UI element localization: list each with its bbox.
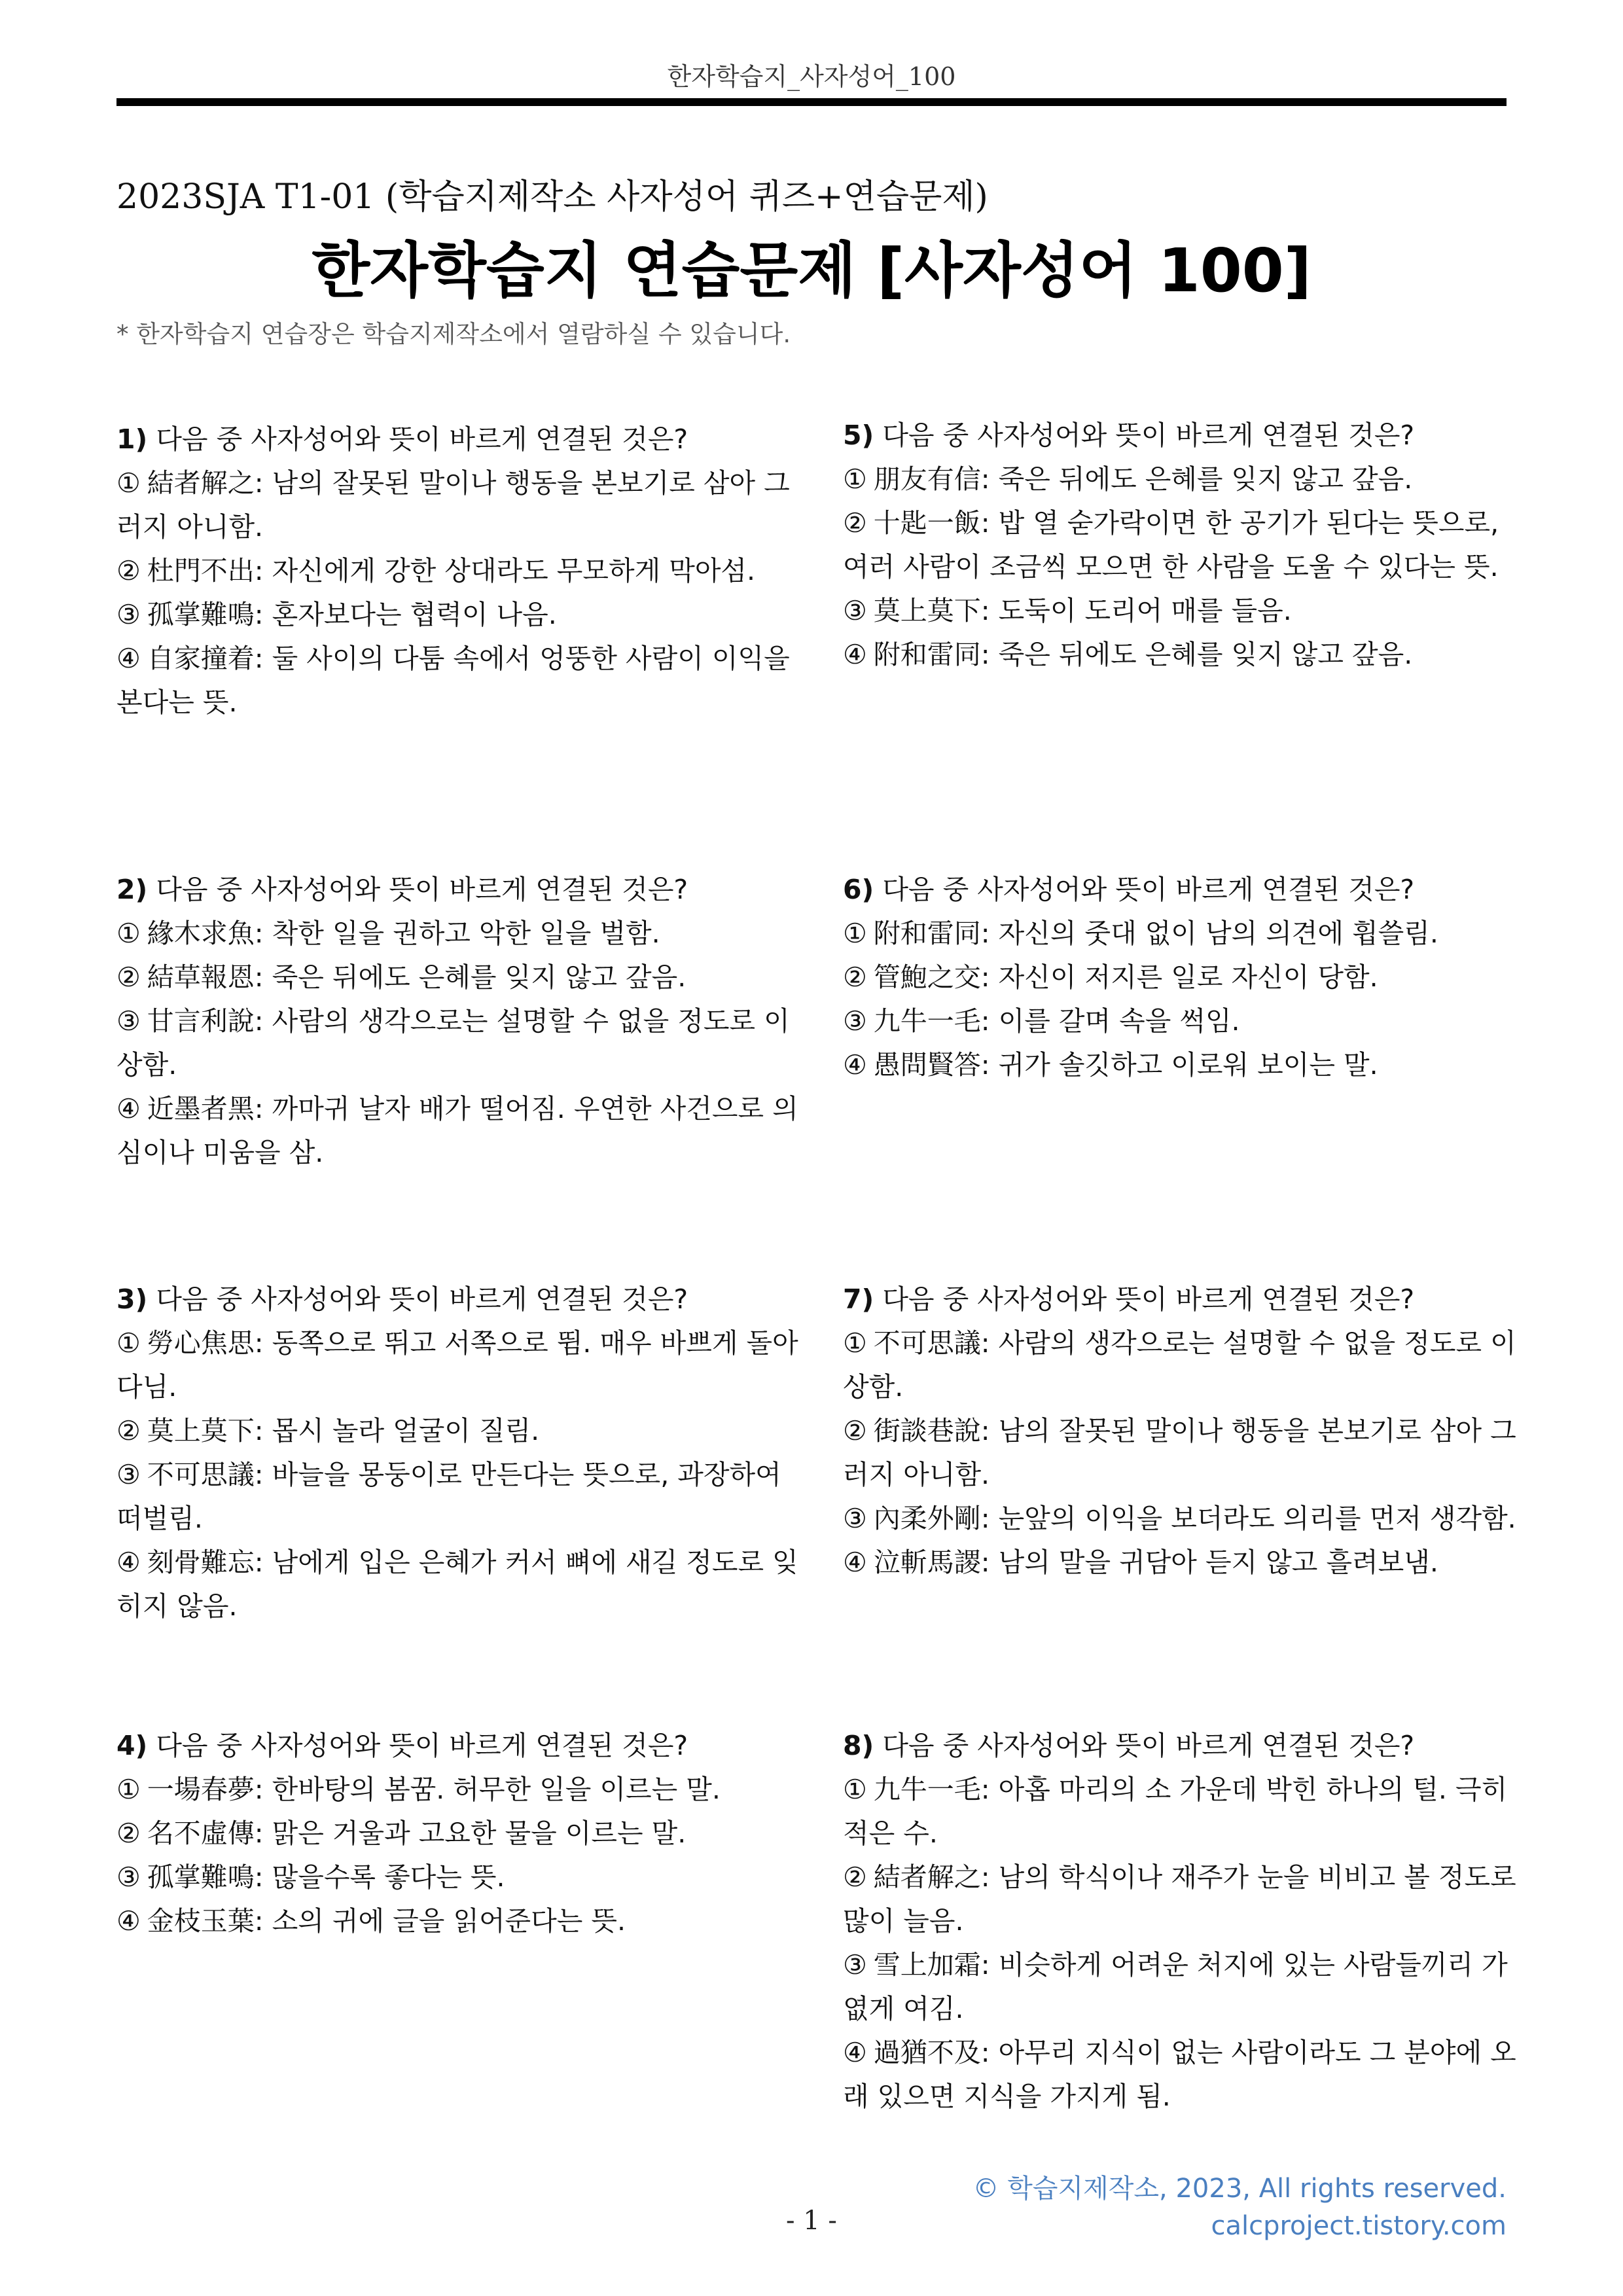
option-1 bbox=[843, 1768, 1530, 1856]
option-text: 過猶不及: 아무리 지식이 없는 사람이라도 그 분야에 오래 있으면 지식을 가지게 됨. bbox=[843, 2037, 1516, 2112]
option-mark: ② bbox=[116, 961, 141, 993]
option-mark: ④ bbox=[116, 1547, 141, 1578]
option-text: 金枝玉葉: 소의 귀에 글을 읽어준다는 뜻. bbox=[147, 1905, 626, 1937]
question-number: 7) bbox=[843, 1283, 874, 1315]
option-3 bbox=[843, 1943, 1530, 2031]
option-mark: ① bbox=[843, 463, 867, 495]
option-mark: ② bbox=[116, 1818, 141, 1849]
question-number: 3) bbox=[116, 1283, 148, 1315]
option-mark: ① bbox=[116, 1774, 141, 1805]
option-mark: ④ bbox=[843, 1049, 867, 1081]
option-4 bbox=[843, 1541, 1530, 1585]
option-3 bbox=[843, 999, 1530, 1043]
option-1 bbox=[843, 1321, 1530, 1409]
question-prompt: 다음 중 사자성어와 뜻이 바르게 연결된 것은? bbox=[882, 1283, 1415, 1315]
option-3 bbox=[843, 1497, 1530, 1541]
option-2 bbox=[843, 1409, 1530, 1497]
option-mark: ① bbox=[116, 1327, 141, 1359]
running-header: 한자학습지_사자성어_100 bbox=[667, 62, 956, 91]
option-mark: ① bbox=[843, 1774, 867, 1805]
question-title bbox=[843, 414, 1530, 457]
option-text: 勞心焦思: 동쪽으로 뛰고 서쪽으로 뜀. 매우 바쁘게 돌아다님. bbox=[116, 1327, 798, 1403]
option-text: 附和雷同: 죽은 뒤에도 은혜를 잊지 않고 갚음. bbox=[873, 639, 1413, 670]
option-4 bbox=[843, 633, 1530, 677]
question-title bbox=[116, 418, 804, 461]
option-1 bbox=[116, 1768, 804, 1812]
page-number: - 1 - bbox=[786, 2206, 837, 2236]
header-note: * 한자학습지 연습장은 학습지제작소에서 열람하실 수 있습니다. bbox=[116, 320, 791, 348]
option-2 bbox=[116, 549, 804, 593]
option-text: 附和雷同: 자신의 줏대 없이 남의 의견에 휩쓸림. bbox=[873, 918, 1438, 949]
option-mark: ② bbox=[843, 507, 867, 539]
question-prompt: 다음 중 사자성어와 뜻이 바르게 연결된 것은? bbox=[156, 423, 688, 455]
option-1 bbox=[843, 912, 1530, 956]
question-title bbox=[843, 1724, 1530, 1768]
option-text: 結者解之: 남의 잘못된 말이나 행동을 본보기로 삼아 그러지 아니함. bbox=[116, 467, 790, 543]
option-2 bbox=[843, 1856, 1530, 1943]
option-text: 街談巷說: 남의 잘못된 말이나 행동을 본보기로 삼아 그러지 아니함. bbox=[843, 1415, 1516, 1490]
option-mark: ① bbox=[116, 918, 141, 949]
option-mark: ② bbox=[116, 1415, 141, 1446]
option-text: 孤掌難鳴: 많을수록 좋다는 뜻. bbox=[147, 1861, 505, 1893]
question-title bbox=[116, 1278, 804, 1321]
question-title bbox=[843, 1278, 1530, 1321]
option-text: 愚問賢答: 귀가 솔깃하고 이로워 보이는 말. bbox=[873, 1049, 1378, 1081]
option-mark: ① bbox=[843, 918, 867, 949]
option-mark: ③ bbox=[116, 1005, 141, 1037]
option-text: 九牛一毛: 아홉 마리의 소 가운데 박힌 하나의 털. 극히 적은 수. bbox=[843, 1774, 1508, 1849]
option-mark: ② bbox=[116, 555, 141, 586]
option-mark: ③ bbox=[843, 1503, 867, 1534]
option-text: 結草報恩: 죽은 뒤에도 은혜를 잊지 않고 갚음. bbox=[147, 961, 687, 993]
question-7 bbox=[843, 1278, 1530, 1585]
option-mark: ④ bbox=[843, 1547, 867, 1578]
option-4 bbox=[843, 2031, 1530, 2119]
option-text: 管鮑之交: 자신이 저지른 일로 자신이 당함. bbox=[873, 961, 1378, 993]
option-text: 莫上莫下: 도둑이 도리어 매를 들음. bbox=[873, 595, 1292, 626]
question-prompt: 다음 중 사자성어와 뜻이 바르게 연결된 것은? bbox=[156, 874, 688, 905]
option-3 bbox=[116, 1453, 804, 1541]
option-mark: ② bbox=[843, 1415, 867, 1446]
option-3 bbox=[116, 1856, 804, 1899]
option-mark: ② bbox=[843, 961, 867, 993]
option-2 bbox=[116, 956, 804, 999]
option-2 bbox=[116, 1409, 804, 1453]
option-1 bbox=[843, 457, 1530, 501]
option-text: 不可思議: 바늘을 몽둥이로 만든다는 뜻으로, 과장하여 떠벌림. bbox=[116, 1459, 781, 1534]
option-mark: ④ bbox=[116, 1093, 141, 1124]
option-mark: ④ bbox=[843, 2037, 867, 2068]
option-4 bbox=[843, 1043, 1530, 1087]
option-1 bbox=[116, 912, 804, 956]
option-text: 結者解之: 남의 학식이나 재주가 눈을 비비고 볼 정도로 많이 늘음. bbox=[843, 1861, 1516, 1937]
option-text: 杜門不出: 자신에게 강한 상대라도 무모하게 막아섬. bbox=[147, 555, 756, 586]
option-text: 孤掌難鳴: 혼자보다는 협력이 나음. bbox=[147, 599, 557, 630]
question-3 bbox=[116, 1278, 804, 1628]
option-mark: ③ bbox=[116, 1459, 141, 1490]
option-4 bbox=[116, 1087, 804, 1175]
option-2 bbox=[843, 956, 1530, 999]
option-4 bbox=[116, 637, 804, 725]
option-3 bbox=[843, 589, 1530, 633]
question-number: 6) bbox=[843, 874, 874, 905]
option-mark: ① bbox=[116, 467, 141, 499]
option-text: 緣木求魚: 착한 일을 권하고 악한 일을 벌함. bbox=[147, 918, 660, 949]
header-rule bbox=[116, 98, 1507, 106]
option-2 bbox=[843, 501, 1530, 589]
question-prompt: 다음 중 사자성어와 뜻이 바르게 연결된 것은? bbox=[882, 420, 1415, 451]
option-3 bbox=[116, 593, 804, 637]
option-mark: ③ bbox=[843, 1005, 867, 1037]
option-3 bbox=[116, 999, 804, 1087]
question-2 bbox=[116, 868, 804, 1175]
option-text: 內柔外剛: 눈앞의 이익을 보더라도 의리를 먼저 생각함. bbox=[873, 1503, 1516, 1534]
question-number: 2) bbox=[116, 874, 148, 905]
question-5 bbox=[843, 414, 1530, 677]
question-title bbox=[116, 868, 804, 912]
page-title: 한자학습지 연습문제 [사자성어 100] bbox=[312, 236, 1311, 306]
question-number: 1) bbox=[116, 423, 148, 455]
option-text: 一場春夢: 한바탕의 봄꿈. 허무한 일을 이르는 말. bbox=[147, 1774, 721, 1805]
option-text: 莫上莫下: 몹시 놀라 얼굴이 질림. bbox=[147, 1415, 540, 1446]
option-1 bbox=[116, 1321, 804, 1409]
option-mark: ④ bbox=[116, 643, 141, 674]
question-8 bbox=[843, 1724, 1530, 2119]
question-4 bbox=[116, 1724, 804, 1943]
question-1 bbox=[116, 418, 804, 725]
option-text: 刻骨難忘: 남에게 입은 은혜가 커서 뼈에 새길 정도로 잊히지 않음. bbox=[116, 1547, 798, 1622]
question-prompt: 다음 중 사자성어와 뜻이 바르게 연결된 것은? bbox=[882, 874, 1415, 905]
option-text: 朋友有信: 죽은 뒤에도 은혜를 잊지 않고 갚음. bbox=[873, 463, 1413, 495]
worksheet-subtitle: 2023SJA T1-01 (학습지제작소 사자성어 퀴즈+연습문제) bbox=[116, 177, 988, 217]
footer-url[interactable]: calcproject.tistory.com bbox=[1211, 2211, 1507, 2241]
option-mark: ① bbox=[843, 1327, 867, 1359]
option-text: 近墨者黑: 까마귀 날자 배가 떨어짐. 우연한 사건으로 의심이나 미움을 삼. bbox=[116, 1093, 798, 1168]
option-text: 甘言利說: 사람의 생각으로는 설명할 수 없을 정도로 이상함. bbox=[116, 1005, 790, 1081]
option-text: 九牛一毛: 이를 갈며 속을 썩임. bbox=[873, 1005, 1240, 1037]
option-1 bbox=[116, 461, 804, 549]
option-text: 泣斬馬謖: 남의 말을 귀담아 듣지 않고 흘려보냄. bbox=[873, 1547, 1438, 1578]
question-prompt: 다음 중 사자성어와 뜻이 바르게 연결된 것은? bbox=[156, 1283, 688, 1315]
question-prompt: 다음 중 사자성어와 뜻이 바르게 연결된 것은? bbox=[156, 1730, 688, 1761]
footer-copyright: © 학습지제작소, 2023, All rights reserved. bbox=[972, 2174, 1507, 2204]
option-mark: ④ bbox=[116, 1905, 141, 1937]
option-mark: ② bbox=[843, 1861, 867, 1893]
option-text: 自家撞着: 둘 사이의 다툼 속에서 엉뚱한 사람이 이익을 본다는 뜻. bbox=[116, 643, 790, 718]
question-number: 5) bbox=[843, 420, 874, 451]
option-mark: ③ bbox=[116, 599, 141, 630]
option-text: 名不虛傳: 맑은 거울과 고요한 물을 이르는 말. bbox=[147, 1818, 687, 1849]
option-text: 十匙一飯: 밥 열 숟가락이면 한 공기가 된다는 뜻으로, 여러 사람이 조금씩 모으면 한 사람을 도울 수 있다는 뜻. bbox=[843, 507, 1499, 583]
question-title bbox=[843, 868, 1530, 912]
option-mark: ④ bbox=[843, 639, 867, 670]
option-4 bbox=[116, 1541, 804, 1628]
question-number: 4) bbox=[116, 1730, 148, 1761]
option-text: 雪上加霜: 비슷하게 어려운 처지에 있는 사람들끼리 가엾게 여김. bbox=[843, 1949, 1508, 2024]
question-6 bbox=[843, 868, 1530, 1087]
question-title bbox=[116, 1724, 804, 1768]
option-4 bbox=[116, 1899, 804, 1943]
option-text: 不可思議: 사람의 생각으로는 설명할 수 없을 정도로 이상함. bbox=[843, 1327, 1516, 1403]
question-prompt: 다음 중 사자성어와 뜻이 바르게 연결된 것은? bbox=[882, 1730, 1415, 1761]
option-mark: ③ bbox=[843, 1949, 867, 1981]
option-mark: ③ bbox=[116, 1861, 141, 1893]
option-2 bbox=[116, 1812, 804, 1856]
option-mark: ③ bbox=[843, 595, 867, 626]
question-number: 8) bbox=[843, 1730, 874, 1761]
